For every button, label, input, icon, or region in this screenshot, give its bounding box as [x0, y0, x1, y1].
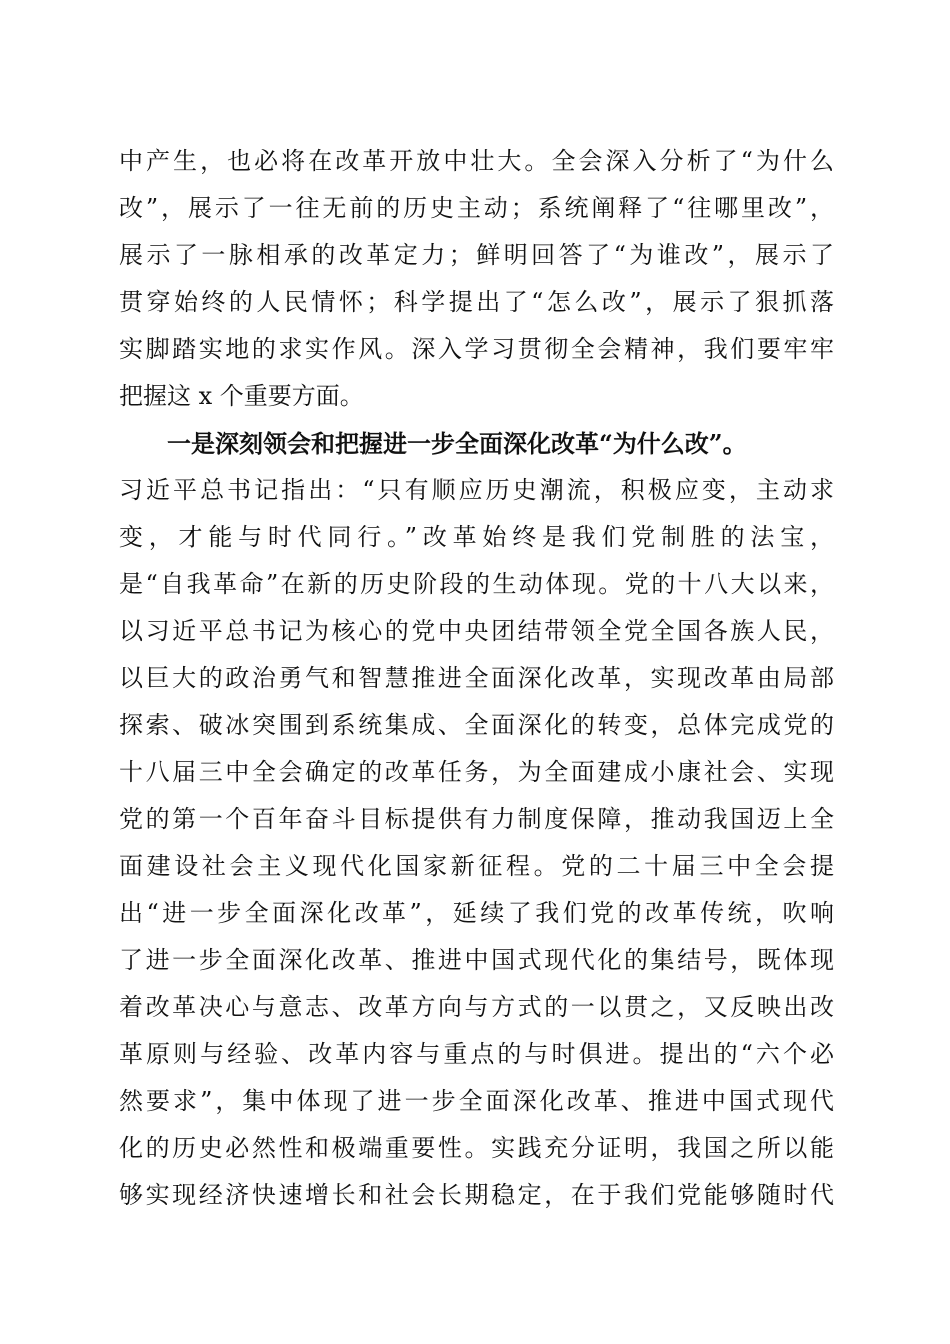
text-line: 改”，展示了一往无前的历史主动；系统阐释了“往哪里改”，: [119, 194, 834, 222]
text-line: 是“自我革命”在新的历史阶段的生动体现。党的十八大以来，: [119, 570, 834, 598]
document-body: [119, 138, 834, 1219]
text-line: 变，才能与时代同行。”改革始终是我们党制胜的法宝，: [119, 523, 834, 551]
text-line: 实脚踏实地的求实作风。深入学习贯彻全会精神，我们要牢牢: [119, 335, 834, 363]
text-line: 够实现经济快速增长和社会长期稳定，在于我们党能够随时代: [119, 1181, 834, 1209]
text-line: 贯穿始终的人民情怀；科学提出了“怎么改”，展示了狠抓落: [119, 288, 834, 316]
text-line: 十八届三中全会确定的改革任务，为全面建成小康社会、实现: [119, 758, 834, 786]
text-line: 出“进一步全面深化改革”，延续了我们党的改革传统，吹响: [119, 899, 834, 927]
section-heading: 一是深刻领会和把握进一步全面深化改革“为什么改”。: [167, 429, 747, 458]
text-line: 展示了一脉相承的改革定力；鲜明回答了“为谁改”，展示了: [119, 241, 834, 269]
text-line: 然要求”，集中体现了进一步全面深化改革、推进中国式现代: [119, 1087, 834, 1115]
text-line: 把握这 x 个重要方面。: [119, 382, 364, 410]
text-line: 以巨大的政治勇气和智慧推进全面深化改革，实现改革由局部: [119, 664, 834, 692]
text-line: 了进一步全面深化改革、推进中国式现代化的集结号，既体现: [119, 946, 834, 974]
text-line: 着改革决心与意志、改革方向与方式的一以贯之，又反映出改: [119, 993, 834, 1021]
text-line: 习近平总书记指出：“只有顺应历史潮流，积极应变，主动求: [119, 476, 834, 504]
text-line: 探索、破冰突围到系统集成、全面深化的转变，总体完成党的: [119, 711, 834, 739]
text-line: 化的历史必然性和极端重要性。实践充分证明，我国之所以能: [119, 1134, 834, 1162]
text-line: 面建设社会主义现代化国家新征程。党的二十届三中全会提: [119, 852, 834, 880]
text-line: 党的第一个百年奋斗目标提供有力制度保障，推动我国迈上全: [119, 805, 834, 833]
text-line: 革原则与经验、改革内容与重点的与时俱进。提出的“六个必: [119, 1040, 834, 1068]
text-line: 中产生，也必将在改革开放中壮大。全会深入分析了“为什么: [119, 147, 834, 175]
text-line: 以习近平总书记为核心的党中央团结带领全党全国各族人民，: [119, 617, 834, 645]
